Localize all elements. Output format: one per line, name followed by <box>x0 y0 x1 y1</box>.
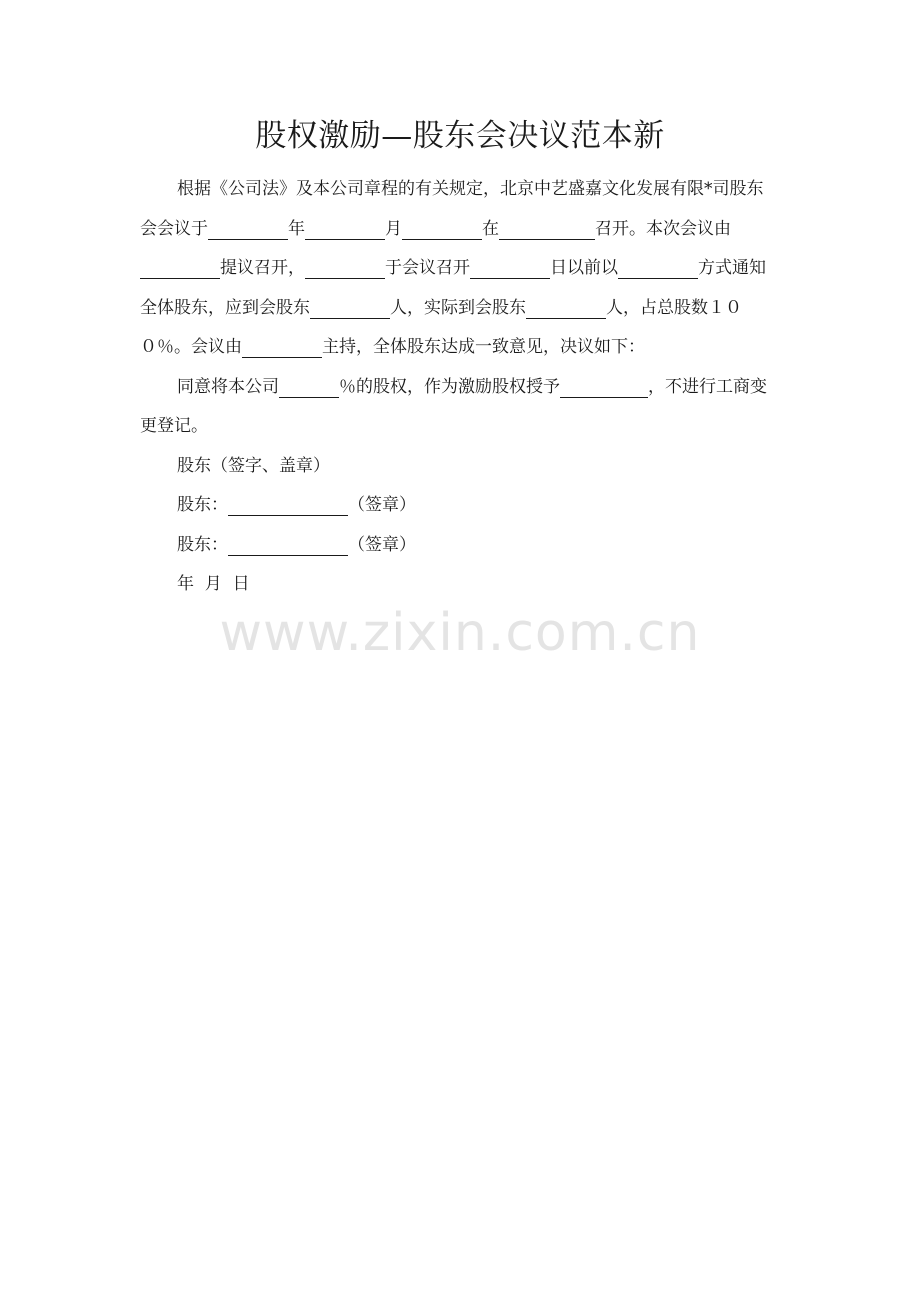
blank-grantee <box>560 375 648 398</box>
para1-text-3: 月 <box>385 218 402 239</box>
para2-text-3: ，不进行工商变更登记。 <box>140 376 767 436</box>
blank-expected-shareholders <box>310 296 390 319</box>
para1-text-8: 日以前以 <box>550 258 618 278</box>
para1-text-5: 召开。本次会议由 <box>595 218 731 239</box>
para1-text-12: 主持，全体股东达成一致意见，决议如下： <box>322 337 645 357</box>
document-title: 股权激励—股东会决议范本新 <box>255 118 665 154</box>
blank-present-shareholders <box>526 296 606 319</box>
para2-text-2: ％的股权，作为激励股权授予 <box>339 376 560 397</box>
para1-text-6: 提议召开， <box>220 258 305 278</box>
signature-label-2: 股东： <box>177 534 228 555</box>
para2-text-1: 同意将本公司 <box>177 376 279 397</box>
blank-equity-percent <box>279 375 339 398</box>
document-body <box>140 170 780 605</box>
signature-suffix-2: （签章） <box>348 534 416 555</box>
resolution-paragraph-1 <box>140 170 780 368</box>
para1-text-1: 根据《公司法》及本公司章程的有关规定，北京中艺盛嘉文化发展有限*司股东会会议于 <box>140 179 764 239</box>
blank-date <box>402 217 482 240</box>
para1-text-7: 于会议召开 <box>385 258 470 278</box>
blank-chair <box>242 335 322 358</box>
blank-location <box>499 217 595 240</box>
resolution-paragraph-2 <box>140 368 780 447</box>
signature-date-text: 年 月 日 <box>177 574 250 594</box>
signature-suffix-1: （签章） <box>348 495 416 515</box>
para1-text-2: 年 <box>288 218 305 239</box>
para1-text-10: 人，实际到会股东 <box>390 297 526 318</box>
signature-blank-2 <box>228 533 348 556</box>
blank-notice-days <box>470 256 550 279</box>
para1-text-4: 在 <box>482 218 499 239</box>
signature-label-1: 股东： <box>177 495 228 515</box>
blank-month <box>305 217 385 240</box>
signature-heading: 股东（签字、盖章） <box>177 455 330 476</box>
blank-year <box>208 217 288 240</box>
blank-proposer <box>140 256 220 279</box>
blank-notice-period <box>305 256 385 279</box>
watermark: www.zixin.com.cn <box>219 603 701 663</box>
para1-text-9: 方式通知全体股东，应到会股东 <box>140 258 766 318</box>
signature-line-1 <box>140 486 780 526</box>
signature-line-2 <box>140 526 780 566</box>
para1-text-11: 人，占总股数１００％。会议由 <box>140 297 742 357</box>
signature-blank-1 <box>228 493 348 516</box>
blank-notice-method <box>618 256 698 279</box>
